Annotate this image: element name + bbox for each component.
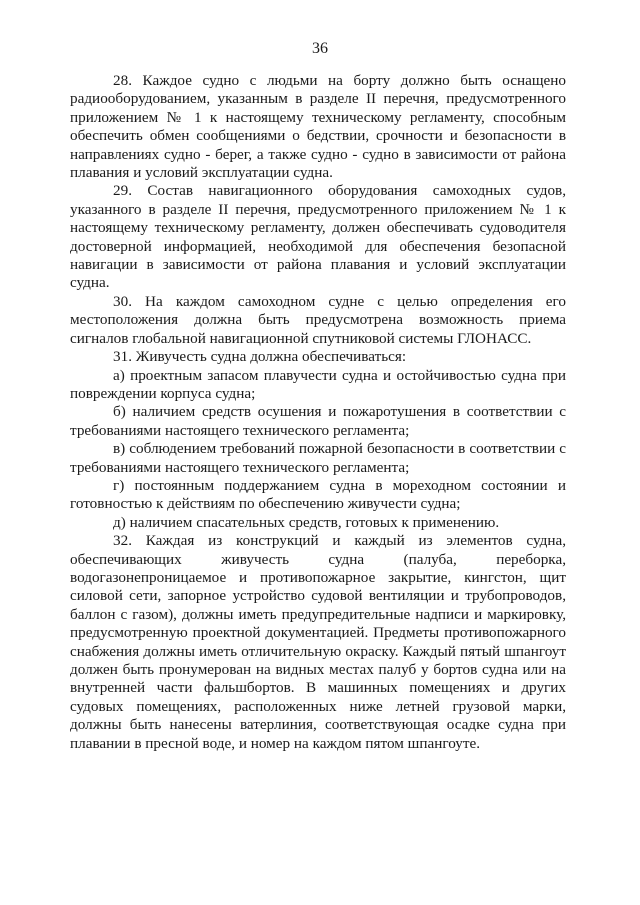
list-item-a: а) проектным запасом плавучести судна и остойчивостью судна при повреждении корпуса судна; xyxy=(70,366,566,402)
paragraph-29: 29. Состав навигационного оборудования самоходных судов, указанного в разделе II перечня, предусмотренного приложением № 1 к настоящему техническому регламенту, должен обеспечивать судоводителя достоверной информацией, необходимой для обеспечения безопасной навигации в зависимости от района плавания и условий эксплуатации судна. xyxy=(70,182,566,292)
paragraph-31: 31. Живучесть судна должна обеспечиваться: xyxy=(113,348,407,366)
list-item-v: в) соблюдением требований пожарной безопасности в соответствии с требованиями настоящего технического регламента; xyxy=(70,440,566,476)
list-item-d: д) наличием спасательных средств, готовых к применению. xyxy=(113,513,500,531)
paragraph-28: 28. Каждое судно с людьми на борту должно быть оснащено радиооборудованием, указанным в разделе II перечня, предусмотренного приложением № 1 к настоящему техническому регламенту, способным обеспечить обмен сообщениями о бедствии, срочности и безопасности в направлениях судно - берег, а также судно - судно в зависимости от района плавания и условий эксплуатации судна. xyxy=(70,72,566,182)
list-item-g: г) постоянным поддержанием судна в мореходном состоянии и готовностью к действиям по обеспечению живучести судна; xyxy=(70,476,566,513)
paragraph-32: 32. Каждая из конструкций и каждый из элементов судна, обеспечивающих живучесть судна (палуба, переборка, водогазонепроницаемое и противопожарное закрытие, кингстон, щит силовой сети, запорное устройство судовой вентиляции и трубопроводов, баллон с газом), должны иметь предупредительные надписи и маркировку, предусмотренную проектной документацией. Предметы противопожарного снабжения должны иметь отличительную окраску. Каждый пятый шпангоут должен быть пронумерован на видных местах палуб у бортов судна или на внутренней части фальшбортов. В машинных помещениях и других судовых помещениях, расположенных ниже летней грузовой марки, должны быть нанесены ватерлиния, соответствующая осадке судна при плавании в пресной воде, и номер на каждом пятом шпангоуте. xyxy=(70,532,566,752)
list-item-b: б) наличием средств осушения и пожаротушения в соответствии с требованиями настоящего технического регламента; xyxy=(70,403,566,439)
page-number: 36 xyxy=(312,40,328,57)
paragraph-30: 30. На каждом самоходном судне с целью определения его местоположения должна быть предусмотрена возможность приема сигналов глобальной навигационной спутниковой системы ГЛОНАСС. xyxy=(70,292,566,347)
document-body xyxy=(70,72,566,753)
